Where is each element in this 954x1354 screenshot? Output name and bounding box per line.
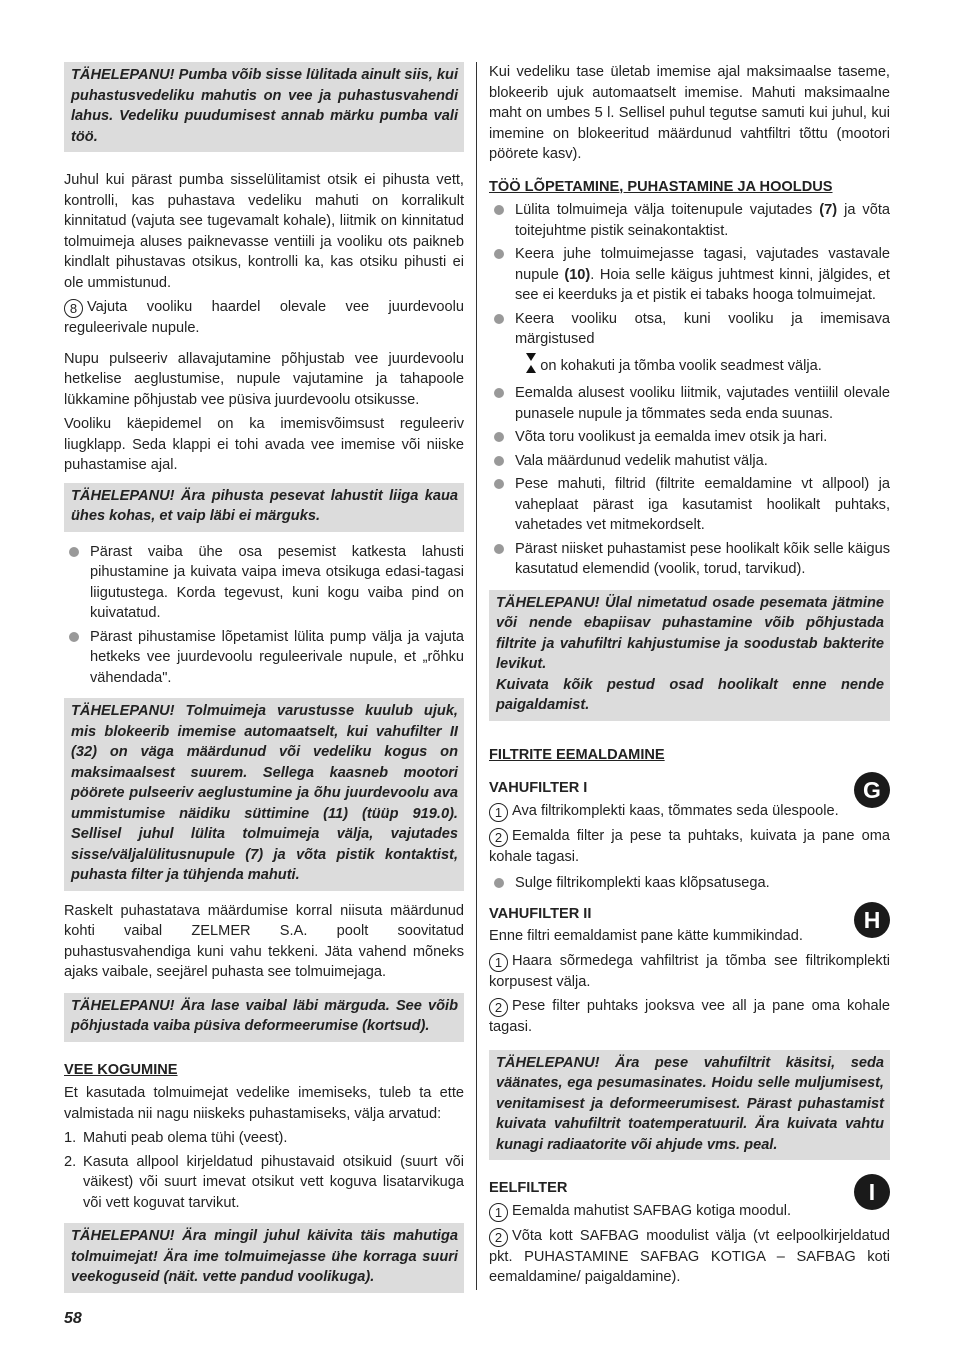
list-item-text: Vala määrdunud vedelik mahutist välja. — [515, 452, 768, 469]
section-foam-filter-1 — [489, 778, 890, 894]
list-item-text: Pese mahuti, filtrid (filtrite eemaldamine vt allpool) ja vaheplaat pärast iga kasutamist hoolikalt puhtaks, vahetades vet mitmekordselt. — [515, 476, 890, 533]
list-item — [489, 873, 890, 894]
bullet-list — [489, 200, 890, 580]
paragraph: Juhul kui pärast pumba sisselülitamist otsik ei pihusta vett, kontrolli, kas puhastava vedeliku mahuti on korralikult kinnitatud (vajuta see tugevamalt kohale), liitmik on kinnitatud tolmuimeja aluses paiknevasse ventiili ja vooliku ots paikneb kindlalt pihustavas otsikus, kontrolli ka, kas otsiku pihusti ei ole ummistunud. — [64, 172, 464, 291]
bullet-icon — [69, 547, 79, 557]
warning-text: TÄHELEPANU! Ära lase vaibal läbi märguda. See võib põhjustada vaiba püsiva deformeerumise (kortsud). — [71, 997, 458, 1034]
bullet-icon — [494, 249, 504, 259]
bullet-icon — [494, 314, 504, 324]
list-item — [489, 427, 890, 448]
list-item-text: Võta toru voolikust ja eemalda imev otsik ja hari. — [515, 429, 828, 445]
bullet-icon — [494, 456, 504, 466]
step — [489, 801, 890, 822]
page-number: 58 — [64, 1310, 82, 1327]
step-text: Pese filter puhtaks jooksva vee all ja pane oma kohale tagasi. — [489, 998, 890, 1035]
reference-number: (7) — [819, 202, 838, 218]
warning-text: TÄHELEPANU! Ära mingil juhul käivita täis mahutiga tolmuimejat! Ära ime tolmuimejasse ühe korraga suuri veekoguseid (näit. vette pandud voolikuga). — [71, 1228, 458, 1285]
list-item — [489, 309, 890, 381]
list-item — [64, 627, 464, 689]
warning-box — [64, 698, 464, 891]
list-item-text: Keera vooliku otsa, kuni vooliku ja imemisava märgistused — [515, 310, 890, 347]
warning-text: TÄHELEPANU! Ülal nimetatud osade pesemata jätmine või nende ebapiisav puhastamine võib põhjustada filtrite ja vahufiltri kahjustumise ja soodustab bakterite levikut. — [496, 594, 884, 672]
bullet-icon — [494, 479, 504, 489]
bullet-icon — [494, 878, 504, 888]
step-number-circle: 2 — [489, 828, 508, 847]
list-item-text: Kasuta allpool kirjeldatud pihustavaid otsikuid (suurt või väikest) või suurt imevat otsikut vett koguva lisatarvikuga või vett koguvat tarvikut. — [83, 1153, 464, 1211]
warning-text: TÄHELEPANU! Ära pihusta pesevat lahustit liiga kaua ühes kohas, et vaip läbi ei märguks. — [71, 487, 458, 524]
bullet-icon — [494, 205, 504, 215]
list-item — [64, 1152, 464, 1214]
bullet-icon — [69, 632, 79, 642]
step — [489, 1201, 890, 1222]
list-item-text: Pärast niisket puhastamist pese hoolikalt kõik selle käigus kasutatud elemendid (voolik, torud, tarvikud). — [515, 540, 890, 577]
step-text: Võta kott SAFBAG moodulist välja (vt eelpoolkirjeldatud pkt. PUHASTAMINE SAFBAG KOTIGA – SAFBAG koti eemaldamine/ paigaldamine). — [489, 1227, 890, 1285]
section-foam-filter-2 — [489, 904, 890, 1038]
list-item — [489, 474, 890, 536]
list-item-text: Keera juhe tolmuimejasse tagasi, vajutades vastavale nupule — [515, 246, 890, 283]
paragraph: Kui vedeliku tase ületab imemise ajal maksimaalse taseme, blokeerib ujuk automaatselt imemise. Mahuti maksimaalne maht on umbes 5 l. Sellisel puhul tegutse samuti kui juhul, kui imemine on blokeeritud määrdunud vahtfiltri tõttu (mootori pöörete kasv). — [489, 64, 890, 162]
section-heading: FILTRITE EEMALDAMINE — [489, 746, 665, 763]
warning-box — [64, 993, 464, 1042]
paragraph: Nupu pulseeriv allavajutamine põhjustab vee juurdevoolu hetkelise aeglustumise, nupule vajutamine ja tahapoole lükkamine põhjustab vee püsiva juurdevoolu otsikusse. — [64, 350, 464, 408]
warning-box — [489, 590, 890, 721]
list-item-text: Pärast pihustamise lõpetamist lülita pump välja ja vajuta hetkeks vee juurdevoolu reguleerivale nupule, et „rõhku vähendada". — [90, 628, 464, 686]
step-number-circle: 8 — [64, 299, 83, 318]
subsection-heading: EELFILTER — [489, 1180, 568, 1196]
step-text: Haara sõrmedega vahfiltrist ja tõmba see filtrikomplekti korpusest välja. — [489, 952, 890, 990]
section-prefilter — [489, 1178, 890, 1288]
list-item — [489, 383, 890, 424]
step-text: Eemalda mahutist SAFBAG kotiga moodul. — [512, 1202, 792, 1219]
step — [489, 996, 890, 1038]
warning-text: TÄHELEPANU! Tolmuimeja varustusse kuulub ujuk, mis blokeerib imemise automaatselt, kui vahufilter II (32) on väga määrdunud või vedeliku kogus on maksimaalsest suurem. Sellega kaasneb mootori pöörete pulseeriv aeglustumine ja õhu juurdevoolu ava ummistumise näidiku süttimine (11) (tüüp 919.0). Sellisel juhul lülita tolmuimeja välja, vajutades sisse/väljalülitusnupule (7) ja võta pistik kontaktist, puhasta filter ja tühjenda mahuti. — [71, 703, 458, 883]
bullet-list — [64, 542, 464, 689]
warning-text: Kuivata kõik pestud osad hoolikalt enne nende paigaldamist. — [496, 676, 884, 713]
paragraph — [64, 297, 464, 339]
list-number: 1. — [64, 1130, 77, 1146]
list-item-text: Lülita tolmuimeja välja toitenupule vajutades — [515, 202, 820, 218]
list-item-text: . Hoia selle käigus juhtmest kinni, jälgides, et see ei keerduks ja et pistik ei tabaks hooga tolmuimejat. — [515, 266, 890, 303]
subsection-heading: VAHUFILTER II — [489, 905, 592, 922]
step-number-circle: 1 — [489, 1203, 508, 1222]
list-item-text: ja võta toitejuhtme pistik seinakontaktist. — [515, 202, 890, 239]
numbered-list — [64, 1128, 464, 1213]
list-number: 2. — [64, 1153, 77, 1170]
warning-text: TÄHELEPANU! Ära pese vahufiltrit käsitsi, seda väänates, ega pesumasinates. Hoidu selle muljumisest, venitamisest ja deformeerumisest. Pärast puhastamist kuivata vahufiltrit toatemperatuuril. Ära kuivata vahtu kunagi radiaatorite või ahjude vms. peal. — [496, 1054, 884, 1153]
step-text: Ava filtrikomplekti kaas, tõmmates seda ülespoole. — [512, 802, 839, 819]
reference-number: (10) — [564, 266, 591, 283]
list-item-text: Mahuti peab olema tühi (veest). — [83, 1130, 288, 1146]
figure-badge-g: G — [854, 772, 890, 808]
warning-box — [64, 483, 464, 532]
subsection-heading: VAHUFILTER I — [489, 780, 588, 796]
paragraph: Raskelt puhastatava määrdumise korral niisuta määrdunud kohti vaibal ZELMER S.A. poolt soovitatud puhastusvahendiga kuni vahu tekkeni. Jäta vahend mõneks ajaks vaibale, seejärel puhasta see tolmuimejaga. — [64, 902, 464, 980]
list-item-text: on kohakuti ja tõmba voolik seadmest välja. — [540, 357, 822, 374]
warning-box — [64, 62, 464, 152]
step-number-circle: 1 — [489, 803, 508, 822]
section-heading: VEE KOGUMINE — [64, 1061, 178, 1078]
bullet-icon — [494, 388, 504, 398]
paragraph: Et kasutada tolmuimejat vedelike imemiseks, tuleb ta ette valmistada nii nagu niiskeks puhastamiseks, välja arvatud: — [64, 1085, 464, 1122]
step-number-circle: 1 — [489, 953, 508, 972]
list-item — [64, 1128, 464, 1149]
bullet-list — [489, 873, 890, 894]
list-item — [489, 451, 890, 472]
right-column — [489, 62, 890, 1292]
step — [489, 1226, 890, 1288]
paragraph: Vooliku käepidemel on ka imemisvõimsust reguleeriv liugklapp. Seda klappi ei tohi avada vee imemise või niiske puhastamise ajal. — [64, 416, 464, 473]
figure-badge-i: I — [854, 1174, 890, 1210]
warning-text: TÄHELEPANU! Pumba võib sisse lülitada ainult siis, kui puhastusvedeliku mahutis on vee ja puhastusvahendi lahus. Vedeliku puudumisest annab märku pumba vali töö. — [71, 67, 458, 145]
bullet-icon — [494, 432, 504, 442]
column-divider — [476, 62, 477, 1290]
step-number-circle: 2 — [489, 998, 508, 1017]
step — [489, 951, 890, 993]
list-item-text: Pärast vaiba ühe osa pesemist katkesta lahusti pihustamine ja kuivata vaipa imeva otsikuga edasi-tagasi liigutustega. Korda tegevust, kuni kogu vaiba pind on kuivatatud. — [90, 543, 464, 621]
alignment-marks-icon — [525, 352, 537, 381]
list-item — [489, 539, 890, 580]
list-item — [489, 244, 890, 306]
step — [489, 826, 890, 868]
list-item-text: Sulge filtrikomplekti kaas klõpsatusega. — [515, 875, 770, 891]
warning-box — [64, 1223, 464, 1293]
step-text: Eemalda filter ja pese ta puhtaks, kuivata ja pane oma kohale tagasi. — [489, 827, 890, 865]
list-item — [489, 200, 890, 241]
bullet-icon — [494, 544, 504, 554]
warning-box — [489, 1050, 890, 1161]
list-item — [64, 542, 464, 624]
left-column — [64, 62, 464, 1303]
paragraph-text: Vajuta vooliku haardel olevale vee juurdevoolu reguleerivale nupule. — [64, 299, 464, 336]
step-number-circle: 2 — [489, 1228, 508, 1247]
paragraph: Enne filtri eemaldamist pane kätte kummikindad. — [489, 928, 803, 944]
list-item-text: Eemalda alusest vooliku liitmik, vajutades ventiilil olevale punasele nupule ja tõmmates seda enda suunas. — [515, 385, 890, 422]
section-heading: TÖÖ LÕPETAMINE, PUHASTAMINE JA HOOLDUS — [489, 178, 833, 195]
figure-badge-h: H — [854, 902, 890, 938]
